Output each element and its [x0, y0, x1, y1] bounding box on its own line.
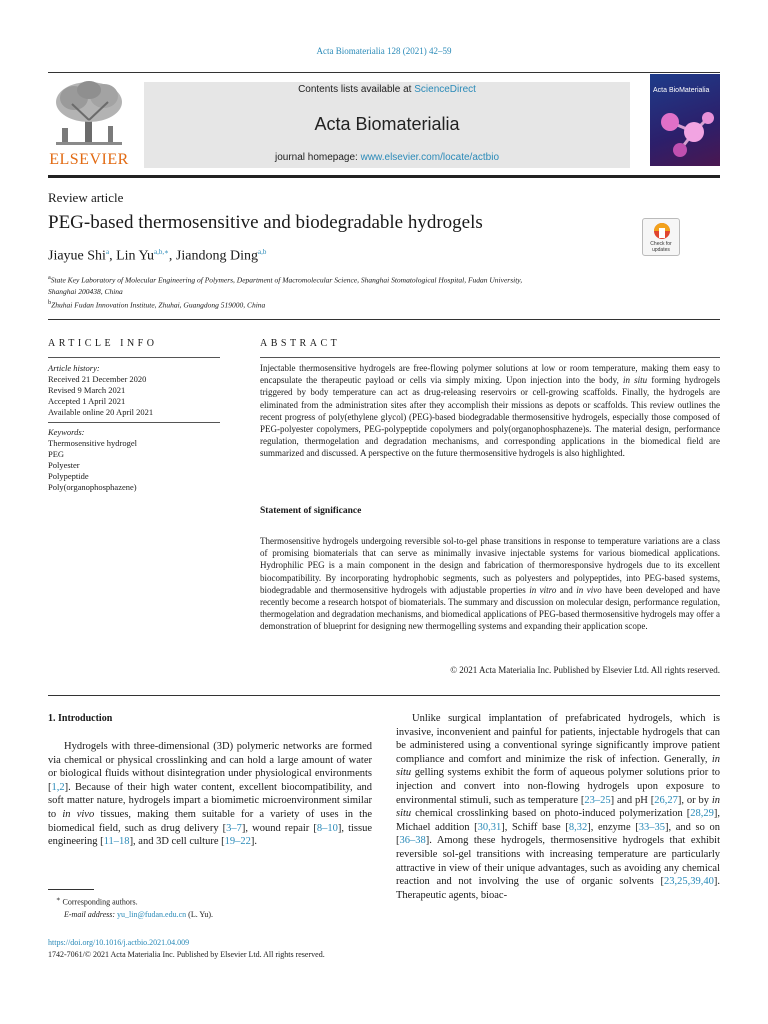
history-item: Available online 20 April 2021 [48, 407, 154, 417]
affiliation-mark: b [48, 298, 52, 306]
abstract-text-part: forming hydrogels triggered by body temperature can act as drug-releasing reservoirs or cell-growing scaffolds. Finally, the hydrogels are eliminated from the administration sites after they accomplish their missions as depots or scaffolds. This review outlines the recent progress of poly(ethylene glycol) (PEG)-based biodegradable thermosensitive hydrogels, especially those composed of PEG-polyester copolymers, PEG-polypeptide copolymers and poly(organophosphazene)s. The material design, performance regulation, thermogelation and degradation mechanisms, and corresponding applications in the biomedical field are summarized and discussed. A perspective on the future thermosensitive hydrogels is also highlighted. [260, 375, 720, 459]
body-text: ], and so on [ [396, 821, 721, 847]
body-text-emphasis: in situ [396, 794, 720, 820]
keywords [48, 427, 137, 493]
crossmark-icon [643, 219, 681, 243]
doi[interactable] [48, 938, 189, 947]
affiliation-text: Zhuhai Fudan Innovation Institute, Zhuhai, Guangdong 519000, China [51, 300, 266, 309]
article-info-rule [48, 357, 220, 358]
abstract-divider [48, 695, 720, 696]
masthead-box [144, 82, 630, 168]
elsevier-wordmark: ELSEVIER [49, 151, 129, 168]
significance-text-part: Thermosensitive hydrogels undergoing reversible sol-to-gel phase transitions in response to temperature variations are a class of promising biomaterials that can serve as minimally invasive injectable systems for various biomedical applications. Hydrophilic PEG is a main component in the design and fabrication of thermoresponsive hydrogels due to its excellent biocompatibility. By incorporating hydrophobic segments, such as polyesters and polypeptides, into PEG-based systems, biodegradable and thermosensitive hydrogels with adjustable properties [260, 536, 720, 595]
keyword: Polyester [48, 460, 80, 470]
abstract-heading: ABSTRACT [260, 338, 341, 349]
reference-link[interactable]: 23–25 [584, 794, 611, 806]
doi-link[interactable]: https://doi.org/10.1016/j.actbio.2021.04.009 [48, 938, 190, 947]
body-text: ], and 3D cell culture [ [129, 836, 225, 848]
significance-heading: Statement of significance [260, 506, 362, 516]
keywords-label: Keywords: [48, 427, 85, 437]
abstract-copyright: © 2021 Acta Materialia Inc. Published by Elsevier Ltd. All rights reserved. [450, 665, 720, 675]
reference-link[interactable]: 19–22 [224, 836, 251, 848]
footnote-mark: ∗ [56, 896, 61, 903]
body-text: ]. Among these hydrogels, thermosensitive hydrogels that exhibit reversible sol-gel transitions with increasing temperature are particularly attractive in view of their unique advantages, such as avoiding any chemical reaction and not involving the use of organic solvents [ [396, 835, 720, 888]
body-text: ], tissue engineering [ [48, 822, 372, 848]
abstract-rule [260, 357, 720, 358]
body-text: Hydrogels with three-dimensional (3D) polymeric networks are formed via chemical or physical crosslinking and can hold a large amount of water or biological fluids without disintegration under physiological environments [ [48, 741, 372, 793]
body-text-emphasis: in situ [396, 753, 720, 779]
introduction-left-column [48, 740, 372, 849]
masthead-top-rule [48, 72, 720, 73]
affiliation-text: Shanghai 200438, China [48, 286, 123, 296]
body-text: ]. Because of their high water content, excellent biocompatibility, and soft matter nature, hydrogels impart a biomimetic microenvironment similar to [48, 781, 372, 820]
article-type: Review article [48, 190, 124, 205]
reference-link[interactable]: 28,29 [690, 808, 714, 820]
footnote-corresponding [56, 894, 213, 909]
body-text: ], wound repair [ [241, 822, 317, 834]
crossmark-label: Check for updates [650, 241, 672, 253]
footnote-email [56, 909, 213, 921]
body-text: Unlike surgical implantation of prefabricated hydrogels, which is invasive, inconvenient and painful for patients, injectable hydrogels that can be administered using a conventional syringe significantly improve patient compliance and comfort and minimize the risk of infection. Generally, [396, 713, 720, 765]
abstract-text-part: Injectable thermosensitive hydrogels are free-flowing polymer solutions at low or room temperature, making them easy to encapsulate the therapeutic payload or cells via simply mixing. Upon injection into the body, [260, 363, 720, 386]
reference-link[interactable]: 30,31 [477, 821, 502, 833]
affiliation-mark: a [48, 274, 51, 281]
body-text: tissues, making them suitable for a variety of uses in the biomedical field, such as drug delivery [ [48, 808, 373, 834]
cover-title: Acta BioMaterialia [653, 87, 710, 94]
contents-prefix: Contents lists available at [298, 84, 415, 95]
elsevier-logo[interactable] [48, 80, 130, 170]
author-name[interactable]: Lin Yu [116, 248, 155, 264]
author-list: Jiayue Shi$^a$, Lin $Yu^{a,b,∗}$, Jiandong Ding$^{a,b}$ [48, 248, 267, 264]
significance-text-emphasis: in vitro [529, 584, 557, 595]
body-text: ] and pH [ [610, 794, 655, 806]
keywords-rule [48, 422, 220, 423]
significance-text-part: and [556, 584, 577, 595]
body-text: ], enzyme [ [587, 821, 639, 833]
reference-link[interactable]: 8–10 [316, 822, 338, 834]
header-divider [48, 319, 720, 320]
email-suffix: (L. Yu). [186, 909, 213, 919]
masthead-bottom-rule [48, 175, 720, 178]
journal-citation-link[interactable]: Acta Biomaterialia 128 (2021) 42–59 [316, 46, 452, 56]
homepage-prefix: journal homepage: [274, 152, 361, 163]
history-item: Received 21 December 2020 [48, 374, 147, 384]
article-info-heading: ARTICLE INFO [48, 338, 158, 349]
issn-copyright: 1742-7061/© 2021 Acta Materialia Inc. Published by Elsevier Ltd. All rights reserved. [48, 950, 325, 959]
body-text: ], Schiff base [ [501, 821, 569, 833]
body-text: chemical crosslinking based on photo-induced polymerization [ [411, 808, 691, 820]
reference-link[interactable]: 3–7 [226, 822, 242, 834]
check-for-updates-button[interactable] [642, 218, 680, 256]
reference-link[interactable]: 36–38 [399, 835, 426, 847]
history-label: Article history: [48, 363, 100, 373]
journal-homepage-link[interactable]: www.elsevier.com/locate/actbio [360, 152, 500, 163]
keyword: Poly(organophosphazene) [48, 482, 137, 492]
author-affiliation-mark[interactable]: a,b,∗ [154, 248, 169, 256]
reference-link[interactable]: 23,25,39,40 [664, 876, 714, 888]
body-text: gelling systems exhibit the form of aqueous polymer solutions prior to injection and convert into non-flowing hydrogels upon exposure to environmental stimuli, such as temperature [ [396, 767, 720, 806]
author-affiliation-mark[interactable]: a,b [257, 248, 267, 256]
email-label: E-mail address: [64, 909, 116, 919]
journal-name: Acta Biomaterialia [314, 114, 460, 134]
affiliation-line [48, 286, 648, 297]
body-text: ], Michael addition [ [396, 808, 720, 833]
footnote [56, 894, 213, 921]
footnote-corresponding-text: Corresponding authors. [62, 897, 138, 907]
body-text-emphasis: in vivo [62, 808, 95, 820]
footnote-rule [48, 889, 94, 890]
affiliation-line [48, 297, 648, 311]
email-link[interactable]: yu_lin@fudan.edu.cn [117, 909, 187, 919]
body-text: ]. [250, 836, 257, 848]
reference-link[interactable]: 11–18 [103, 836, 130, 848]
elsevier-tree-icon [52, 80, 126, 148]
author-name[interactable]: Jiandong Ding [175, 248, 258, 264]
keyword: Thermosensitive hydrogel [48, 438, 137, 448]
journal-cover-image[interactable] [650, 74, 720, 166]
author-affiliation-mark[interactable]: a [105, 248, 110, 256]
reference-link[interactable]: 33–35 [638, 821, 665, 833]
affiliation-text: State Key Laboratory of Molecular Engineering of Polymers, Department of Macromolecular Science, Shanghai Stomatological Hospital, Fudan University, [50, 275, 523, 285]
significance-text [260, 535, 720, 633]
contents-availability [144, 84, 630, 95]
abstract-text-emphasis: in situ [623, 375, 648, 386]
body-text: ], or by [677, 794, 712, 806]
introduction-right-column [396, 712, 720, 902]
body-text: ]. Therapeutic agents, bioac- [396, 876, 720, 901]
reference-link[interactable]: 26,27 [654, 794, 678, 806]
journal-citation[interactable] [0, 46, 768, 56]
significance-text-emphasis: in vivo [576, 584, 602, 595]
article-title: PEG-based thermosensitive and biodegradable hydrogels [48, 212, 483, 233]
keyword: Polypeptide [48, 471, 89, 481]
abstract-text [260, 362, 720, 460]
author-name[interactable]: Jiayue Shi [48, 248, 106, 264]
history-item: Revised 9 March 2021 [48, 385, 126, 395]
affiliation-line [48, 272, 648, 286]
journal-homepage [144, 152, 630, 163]
history-item: Accepted 1 April 2021 [48, 396, 126, 406]
introduction-heading: 1. Introduction [48, 713, 113, 724]
significance-text-part: have been developed and have recently become a research hotspot of biomaterials. The summary and discussion on molecular design, performance regulation, thermogelation and degradation mechanisms, and biomedical applications of PEG-based thermosensitive hydrogels may offer a demonstration of blueprint for designing new thermogelling systems and expanding their application scope. [260, 584, 721, 632]
sciencedirect-link[interactable]: ScienceDirect [414, 84, 476, 95]
reference-link[interactable]: 1,2 [51, 781, 65, 793]
reference-link[interactable]: 8,32 [568, 821, 588, 833]
cover-molecule-art [650, 74, 720, 166]
affiliations [48, 272, 648, 310]
keyword: PEG [48, 449, 65, 459]
article-history [48, 363, 153, 418]
